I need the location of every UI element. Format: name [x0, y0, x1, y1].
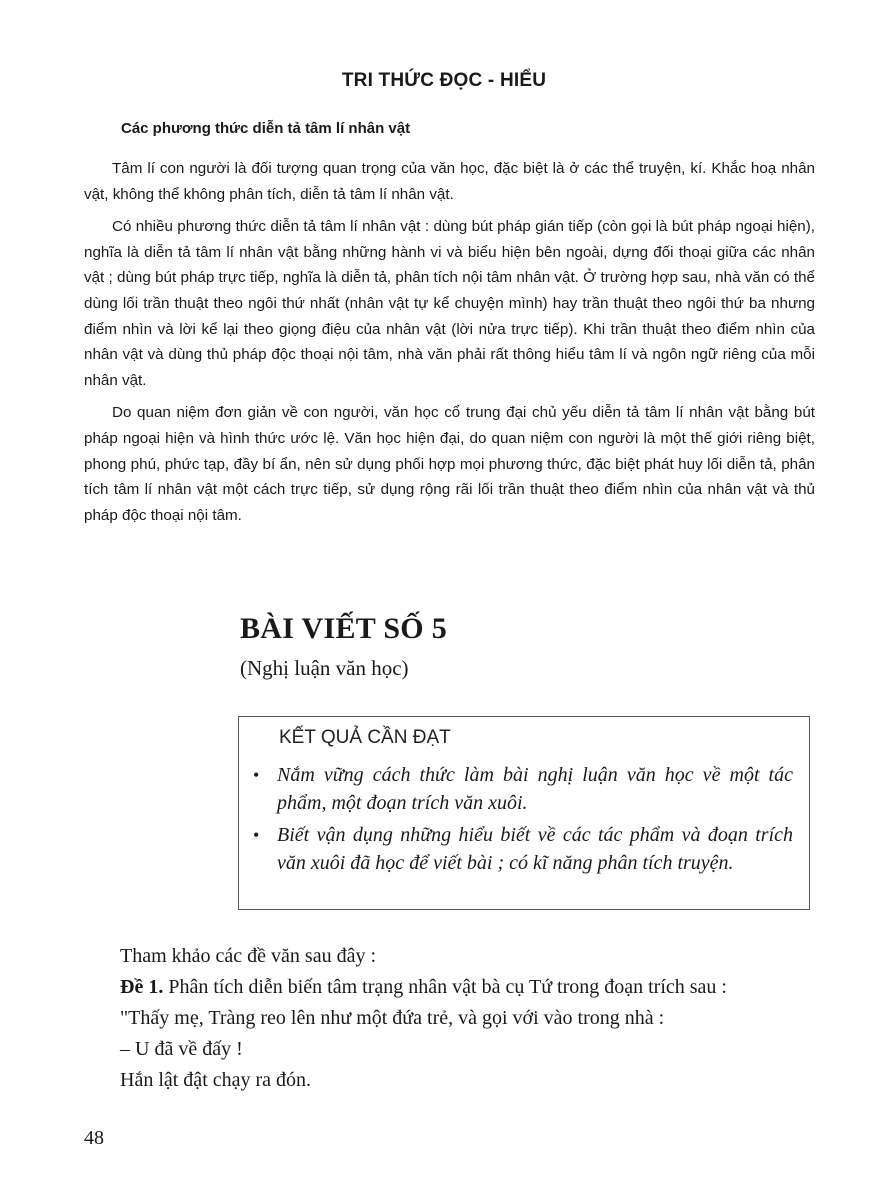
- excerpt-line: Hắn lật đật chạy ra đón.: [120, 1069, 312, 1091]
- page-number: 48: [84, 1127, 104, 1149]
- reference-block: [120, 941, 820, 1096]
- paragraph: Do quan niệm đơn giản về con người, văn học cổ trung đại chủ yếu diễn tả tâm lí nhân vật bằng bút pháp ngoại hiện và hình thức ước lệ. Văn học hiện đại, do quan niệm con người là một thế giới riêng biệt, phong phú, phức tạp, đầy bí ẩn, nên sử dụng phối hợp mọi phương thức, đặc biệt phát huy lối diễn tả, phân tích tâm lí nhân vật một cách trực tiếp, sử dụng rộng rãi lối trần thuật theo điểm nhìn của nhân vật và thủ pháp độc thoại nội tâm.: [84, 404, 815, 524]
- goal-item: [253, 821, 793, 877]
- topic-line: [120, 972, 820, 1003]
- goals-list: [253, 761, 793, 881]
- goals-box: [238, 716, 810, 910]
- bullet-icon: •: [253, 825, 260, 845]
- lesson-subtitle: (Nghị luận văn học): [240, 656, 409, 680]
- excerpt-line: "Thấy mẹ, Tràng reo lên như một đứa trẻ, và gọi với vào trong nhà :: [120, 1007, 665, 1029]
- body-text: [84, 156, 815, 535]
- excerpt-line: – U đã về đấy !: [120, 1038, 243, 1060]
- lesson-title: BÀI VIẾT SỐ 5: [240, 612, 448, 645]
- reference-intro: Tham khảo các đề văn sau đây :: [120, 945, 377, 967]
- topic-label: Đề 1.: [120, 976, 164, 998]
- goal-text: Nắm vững cách thức làm bài nghị luận văn học về một tác phẩm, một đoạn trích văn xuôi.: [277, 764, 793, 814]
- goal-text: Biết vận dụng những hiểu biết về các tác phẩm và đoạn trích văn xuôi đã học để viết bài ; có kĩ năng phân tích truyện.: [277, 824, 793, 874]
- topic-text: Phân tích diễn biến tâm trạng nhân vật bà cụ Tứ trong đoạn trích sau :: [163, 976, 727, 998]
- goal-item: [253, 761, 793, 817]
- bullet-icon: •: [253, 765, 260, 785]
- paragraph: Có nhiều phương thức diễn tả tâm lí nhân vật : dùng bút pháp gián tiếp (còn gọi là bút pháp ngoại hiện), nghĩa là diễn tả tâm lí nhân vật bằng những hành vi và biểu hiện bên ngoài, dựng đối thoại giữa các nhân vật ; dùng bút pháp trực tiếp, nghĩa là diễn tả, phân tích nội tâm nhân vật. Ở trường hợp sau, nhà văn có thể dùng lối trần thuật theo ngôi thứ nhất (nhân vật tự kể chuyện mình) hay trần thuật theo ngôi thứ ba nhưng điểm nhìn và lời kể lại theo giọng điệu của nhân vật (lời nửa trực tiếp). Khi trần thuật theo điểm nhìn của nhân vật và dùng thủ pháp độc thoại nội tâm, nhà văn phải rất thông hiểu tâm lí và ngôn ngữ riêng của mỗi nhân vật.: [84, 218, 815, 389]
- subheading: Các phương thức diễn tả tâm lí nhân vật: [121, 120, 411, 137]
- paragraph: Tâm lí con người là đối tượng quan trọng của văn học, đặc biệt là ở các thể truyện, kí. Khắc hoạ nhân vật, không thể không phân tích, diễn tả tâm lí nhân vật.: [84, 160, 815, 203]
- goals-heading: KẾT QUẢ CẦN ĐẠT: [279, 727, 451, 748]
- section-title: TRI THỨC ĐỌC - HIỂU: [341, 70, 547, 91]
